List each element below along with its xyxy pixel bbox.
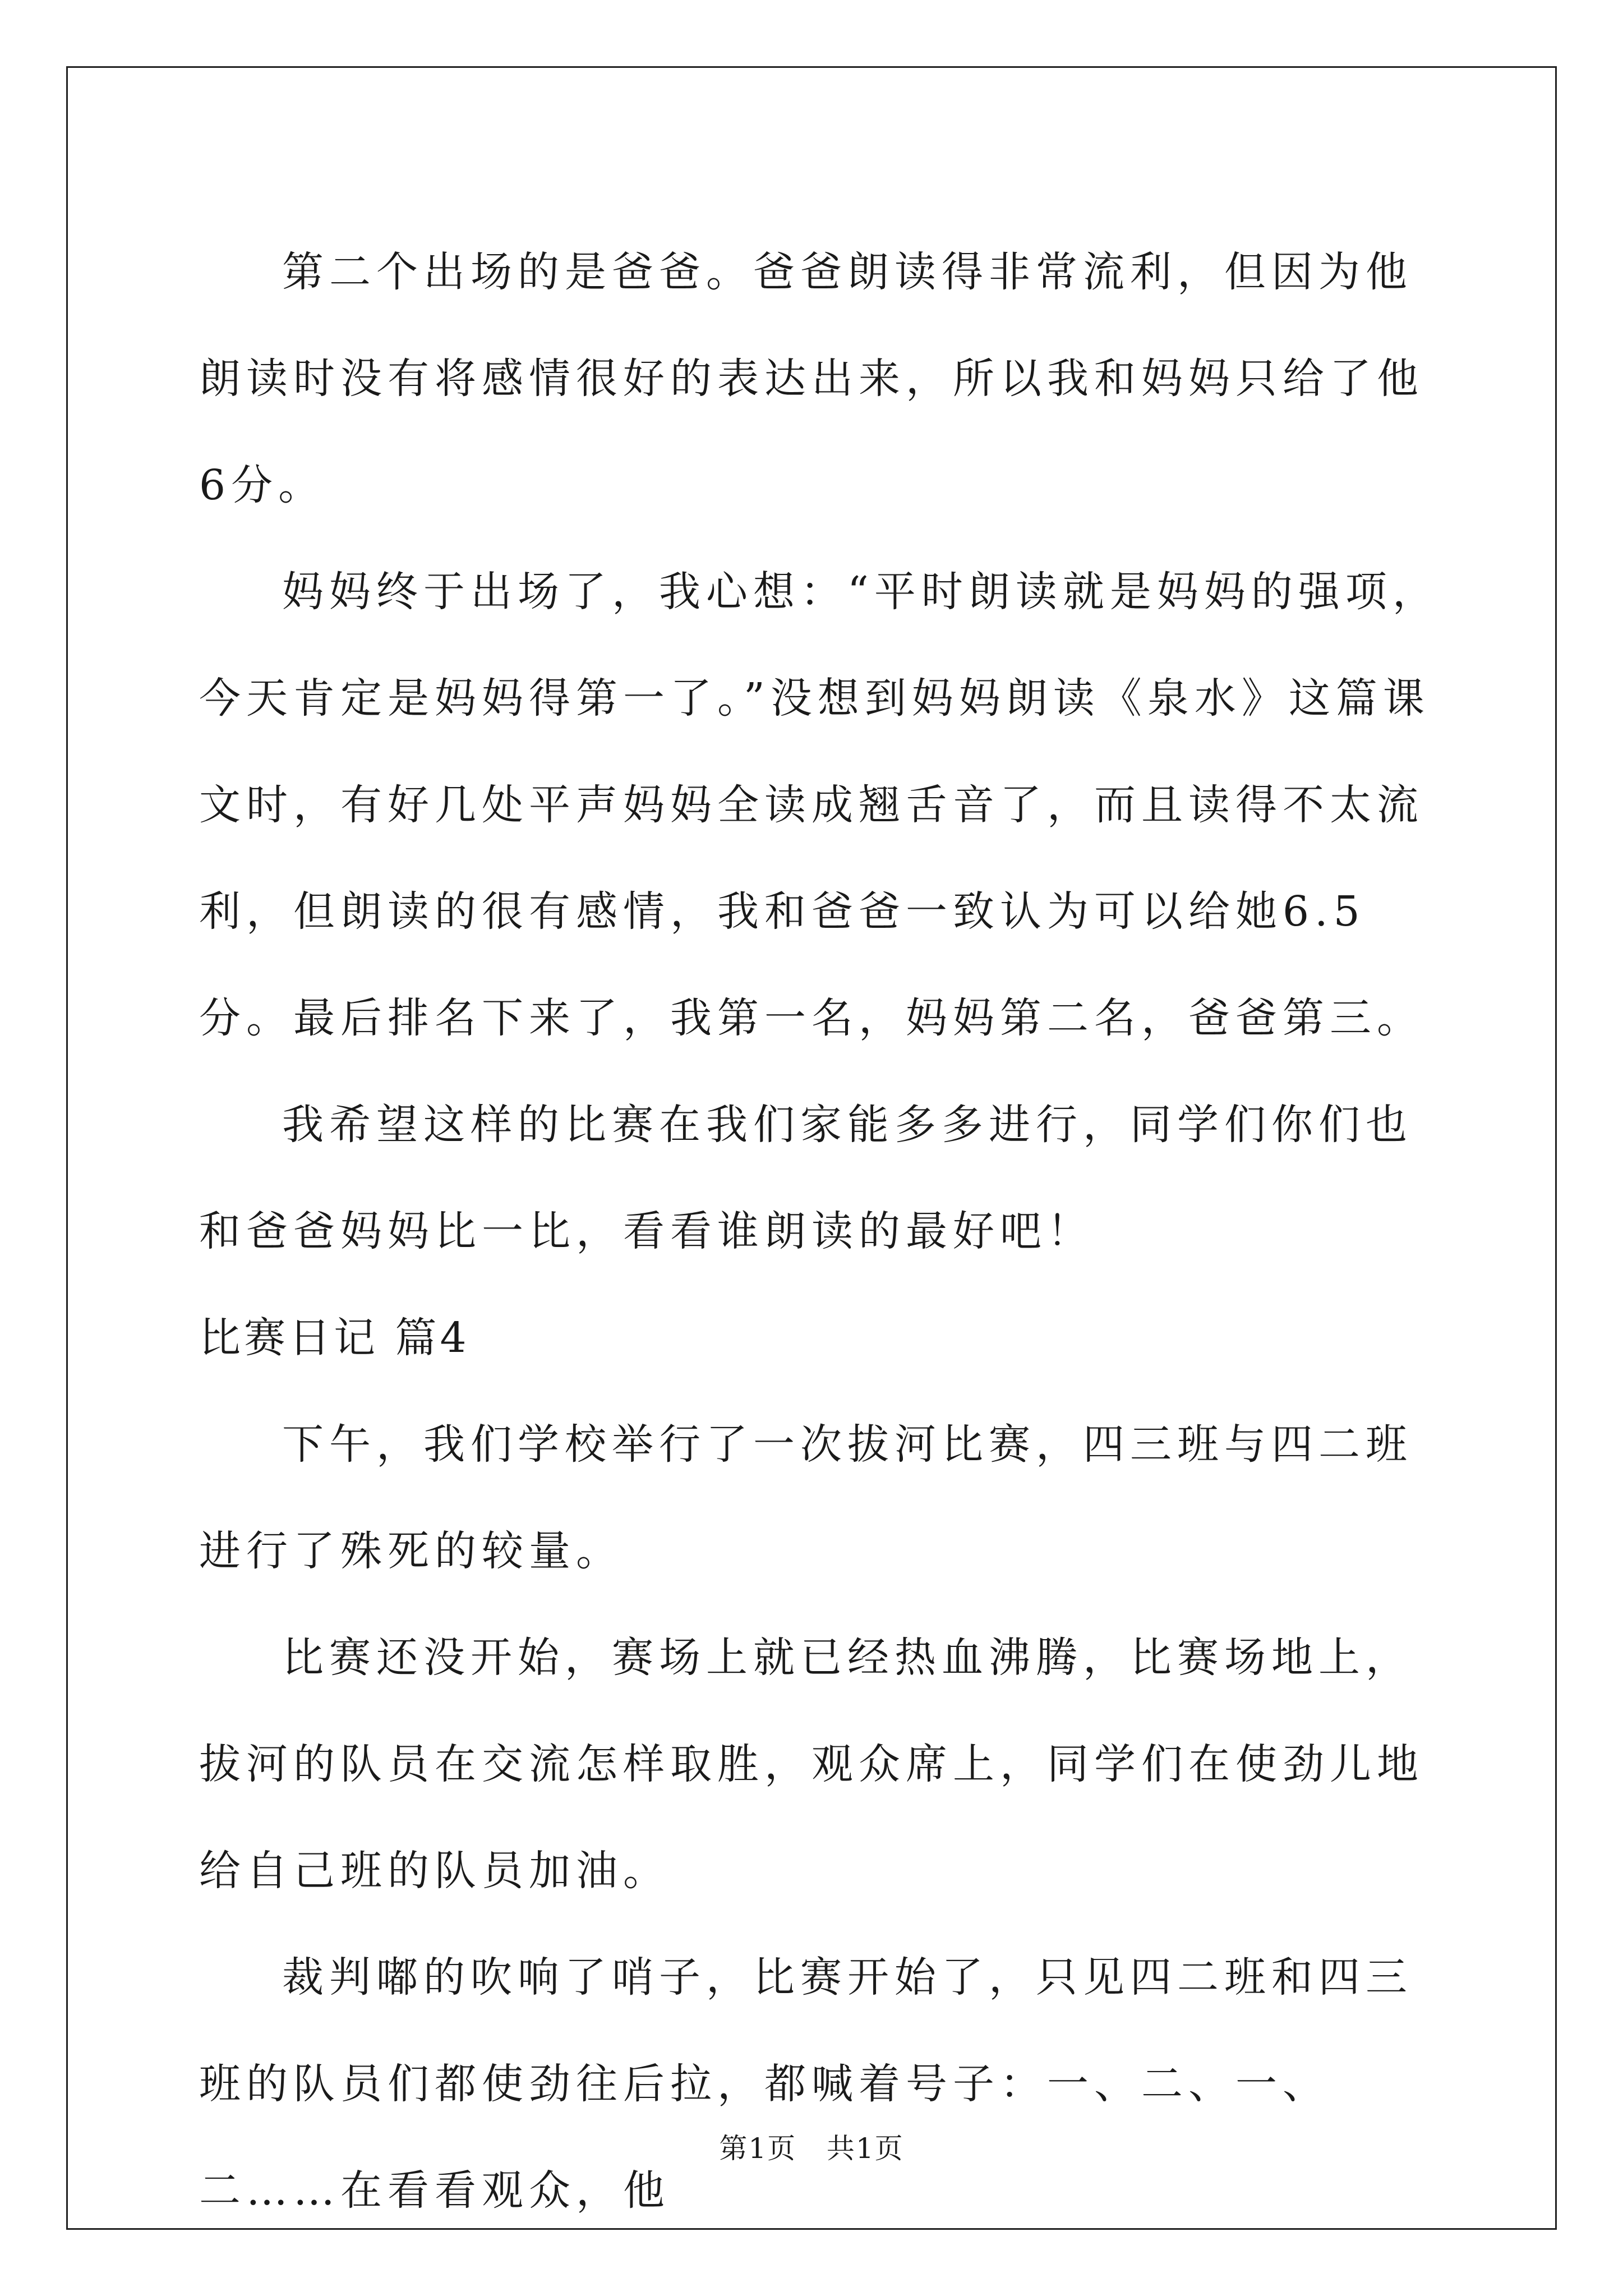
paragraph: 第二个出场的是爸爸。爸爸朗读得非常流利，但因为他朗读时没有将感情很好的表达出来，所以我和妈妈只给了他6分。 <box>199 248 1424 509</box>
paragraph: 比赛还没开始，赛场上就已经热血沸腾，比赛场地上，拔河的队员在交流怎样取胜，观众席上，同学们在使劲儿地给自己班的队员加油。 <box>199 1634 1424 1895</box>
paragraph: 裁判嘟的吹响了哨子，比赛开始了，只见四二班和四三班的队员们都使劲往后拉，都喊着号子：一、二、一、二……在看看观众，他 <box>199 1953 1413 2215</box>
paragraph: 妈妈终于出场了，我心想：“平时朗读就是妈妈的强项，今天肯定是妈妈得第一了。”没想到妈妈朗读《泉水》这篇课文时，有好几处平声妈妈全读成翘舌音了，而且读得不太流利，但朗读的很有感情，我和爸爸一致认为可以给她6.5分。最后排名下来了，我第一名，妈妈第二名，爸爸第三。 <box>199 568 1440 1042</box>
page-number-label: 第1页 共1页 <box>719 2132 904 2165</box>
document-body <box>199 219 1450 2244</box>
paragraph: 我希望这样的比赛在我们家能多多进行，同学们你们也和爸爸妈妈比一比，看看谁朗读的最好吧！ <box>199 1101 1413 1255</box>
page-footer <box>0 2126 1623 2166</box>
paragraph: 下午，我们学校举行了一次拔河比赛，四三班与四二班进行了殊死的较量。 <box>199 1420 1413 1575</box>
section-heading: 比赛日记 篇4 <box>199 1314 470 1362</box>
